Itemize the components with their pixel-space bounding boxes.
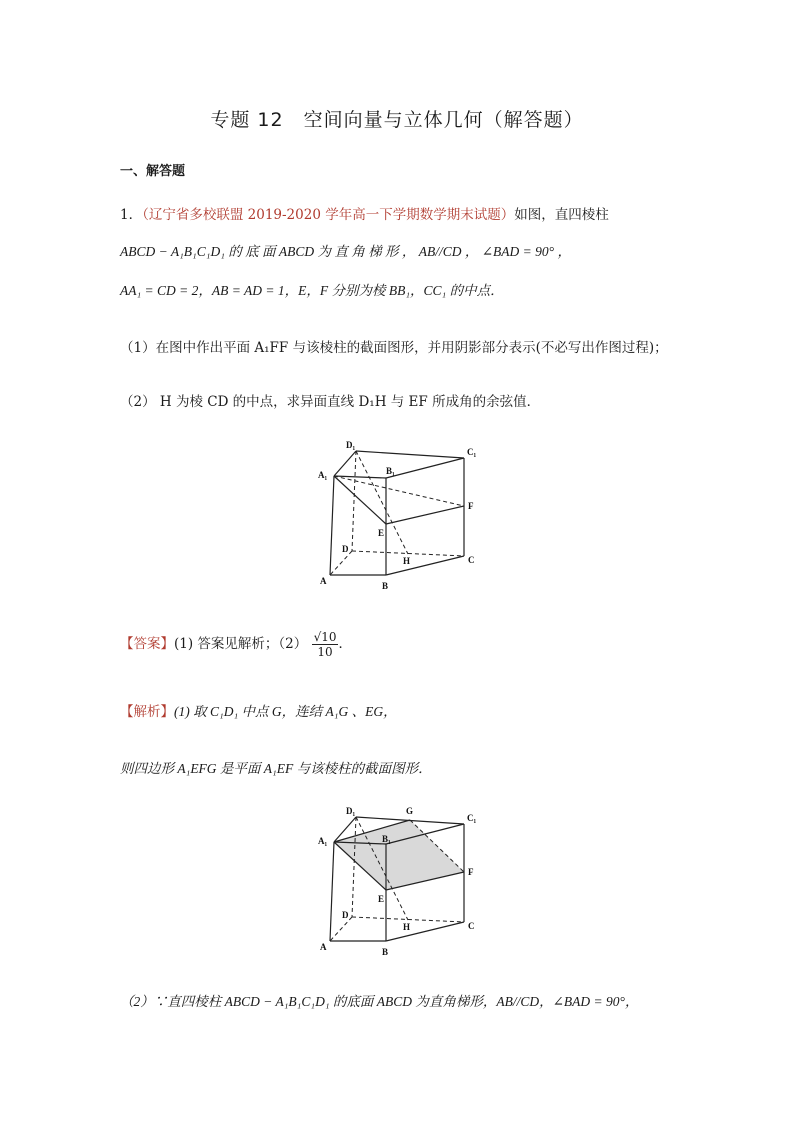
prism-figure-2 bbox=[310, 802, 490, 960]
label-A: A bbox=[320, 576, 327, 586]
edge-d1-h bbox=[356, 451, 408, 554]
section-shade bbox=[334, 820, 464, 890]
label-H: H bbox=[403, 922, 411, 932]
fraction-numerator: √10 bbox=[313, 630, 337, 644]
page-title: 专题 12 空间向量与立体几何（解答题） bbox=[210, 109, 584, 131]
question-1: （1）在图中作出平面 A₁FF 与该棱柱的截面图形，并用阴影部分表示(不必写出作图过程)； bbox=[120, 340, 668, 356]
label-D1: D₁ bbox=[346, 440, 356, 450]
answer-label: 【答案】 bbox=[120, 636, 174, 652]
problem-line-1 bbox=[120, 203, 609, 223]
analysis-label: 【解析】 bbox=[120, 704, 174, 720]
label-D1: D₁ bbox=[346, 806, 356, 816]
fraction-denominator: 10 bbox=[317, 645, 333, 659]
answer-fraction bbox=[312, 630, 339, 659]
answer-end: ． bbox=[338, 636, 352, 652]
label-B: B bbox=[382, 947, 389, 957]
label-B1: B₁ bbox=[382, 834, 391, 844]
problem-line-2: ABCD − A₁B₁C₁D₁ 的 底 面 ABCD 为 直 角 梯 形 ， AB//CD ， ∠BAD = 90° ， bbox=[120, 244, 571, 259]
prism-figure-1 bbox=[310, 436, 490, 594]
problem-source: （辽宁省多校联盟 2019-2020 学年高一下学期数学期末试题） bbox=[142, 207, 515, 223]
edge-d-a bbox=[330, 551, 352, 575]
label-C1: C₁ bbox=[467, 447, 477, 457]
edge-a1-d1 bbox=[334, 451, 356, 476]
problem-line1-tail: 如图，直四棱柱 bbox=[514, 207, 609, 223]
label-H: H bbox=[403, 556, 411, 566]
analysis-line-2: 则四边形 A₁EFG 是平面 A₁EF 与该棱柱的截面图形． bbox=[120, 761, 432, 776]
answer-line bbox=[120, 630, 352, 659]
answer-text: (1) 答案见解析；（2） bbox=[174, 636, 308, 652]
problem-number: 1． bbox=[120, 207, 143, 223]
edge-b-c bbox=[386, 556, 464, 575]
label-C: C bbox=[468, 921, 475, 931]
section-heading: 一、解答题 bbox=[120, 164, 186, 179]
label-D: D bbox=[342, 544, 349, 554]
label-B1: B₁ bbox=[386, 466, 395, 476]
edge-d1-c1 bbox=[356, 451, 464, 458]
label-A1: A₁ bbox=[318, 470, 328, 480]
question-2: （2） H 为棱 CD 的中点，求异面直线 D₁H 与 EF 所成角的余弦值． bbox=[120, 394, 541, 410]
label-F: F bbox=[468, 501, 474, 511]
label-E: E bbox=[378, 894, 385, 904]
problem-line-3: AA₁ = CD = 2，AB = AD = 1，E，F 分别为棱 BB₁，CC₁ 的中点． bbox=[120, 283, 504, 298]
label-E: E bbox=[378, 528, 385, 538]
label-F: F bbox=[468, 867, 474, 877]
label-D: D bbox=[342, 910, 349, 920]
edge-a1-e bbox=[334, 476, 386, 524]
label-C1: C₁ bbox=[467, 813, 477, 823]
edge-e-f bbox=[386, 506, 464, 524]
edge-d1-d bbox=[352, 451, 356, 551]
label-G: G bbox=[406, 806, 414, 816]
edge-b1-c1 bbox=[386, 458, 464, 478]
label-A: A bbox=[320, 942, 327, 952]
label-C: C bbox=[468, 555, 475, 565]
label-A1: A₁ bbox=[318, 836, 328, 846]
analysis-text-1: (1) 取 C₁D₁ 中点 G，连结 A₁G 、EG， bbox=[174, 704, 397, 719]
analysis-line-3: （2）∵直四棱柱 ABCD − A₁B₁C₁D₁ 的底面 ABCD 为直角梯形，AB//CD，∠BAD = 90°， bbox=[120, 994, 639, 1009]
label-B: B bbox=[382, 581, 389, 591]
analysis-line-1 bbox=[120, 700, 397, 720]
edge-a1-a bbox=[330, 476, 334, 575]
